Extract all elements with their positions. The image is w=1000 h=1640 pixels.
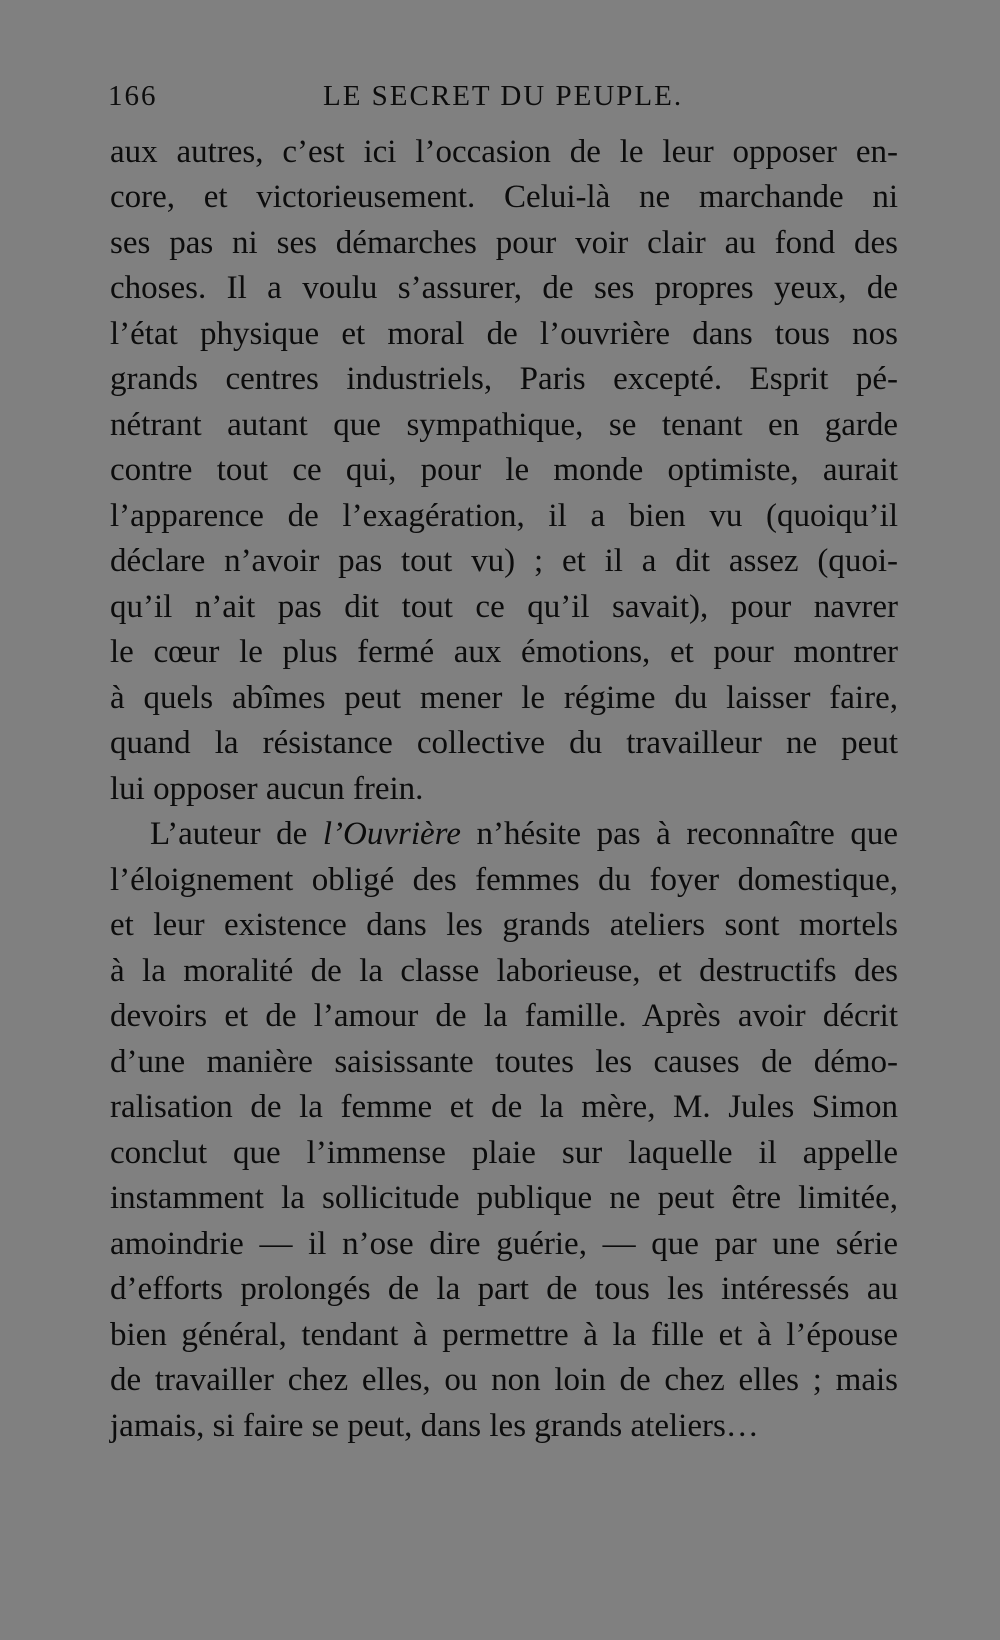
text-line: nétrant autant que sympathique, se tenant en garde xyxy=(110,407,898,443)
text-line: instamment la sollicitude publique ne peut être limitée, xyxy=(110,1180,898,1216)
text-line: et leur existence dans les grands ateliers sont mortels xyxy=(110,907,898,943)
text-line: d’une manière saisissante toutes les causes de démo- xyxy=(110,1044,898,1080)
text-line: l’état physique et moral de l’ouvrière dans tous nos xyxy=(110,316,898,352)
text-line: à la moralité de la classe laborieuse, et destructifs des xyxy=(110,953,898,989)
text-line: déclare n’avoir pas tout vu) ; et il a dit assez (quoi- xyxy=(110,543,898,579)
text-line: core, et victorieusement. Celui-là ne marchande ni xyxy=(110,179,898,215)
text-line: l’éloignement obligé des femmes du foyer domestique, xyxy=(110,862,898,898)
page-header xyxy=(108,76,898,116)
text-run: n’hésite pas à reconnaître que xyxy=(460,816,899,852)
text-line: ses pas ni ses démarches pour voir clair au fond des xyxy=(110,225,898,261)
text-line: jamais, si faire se peut, dans les grands ateliers… xyxy=(110,1408,759,1444)
text-line: devoirs et de l’amour de la famille. Après avoir décrit xyxy=(110,998,898,1034)
text-line: d’efforts prolongés de la part de tous les intéressés au xyxy=(110,1271,898,1307)
page-number: 166 xyxy=(108,80,158,112)
text-line: contre tout ce qui, pour le monde optimiste, aurait xyxy=(110,452,898,488)
text-line: qu’il n’ait pas dit tout ce qu’il savait), pour navrer xyxy=(110,589,898,625)
text-line: quand la résistance collective du travailleur ne peut xyxy=(110,725,898,761)
text-line: conclut que l’immense plaie sur laquelle il appelle xyxy=(110,1135,898,1171)
text-line: amoindrie — il n’ose dire guérie, — que par une série xyxy=(110,1226,898,1262)
text-line: le cœur le plus fermé aux émotions, et pour montrer xyxy=(110,634,898,670)
text-run: L’auteur de xyxy=(150,816,323,852)
text-line: lui opposer aucun frein. xyxy=(110,771,424,807)
text-line: grands centres industriels, Paris excepté. Esprit pé- xyxy=(110,361,898,397)
text-line: aux autres, c’est ici l’occasion de le leur opposer en- xyxy=(110,134,898,170)
text-line: à quels abîmes peut mener le régime du laisser faire, xyxy=(110,680,898,716)
text-line: ralisation de la femme et de la mère, M. Jules Simon xyxy=(110,1089,898,1125)
text-line: choses. Il a voulu s’assurer, de ses propres yeux, de xyxy=(110,270,898,306)
text-line: bien général, tendant à permettre à la fille et à l’épouse xyxy=(110,1317,898,1353)
book-title: l’Ouvrière xyxy=(322,816,461,852)
text-line: de travailler chez elles, ou non loin de chez elles ; mais xyxy=(110,1362,898,1398)
text-line: l’apparence de l’exagération, il a bien vu (quoiqu’il xyxy=(110,498,898,534)
text-line xyxy=(150,811,898,858)
running-title: LE SECRET DU PEUPLE. xyxy=(323,80,684,112)
